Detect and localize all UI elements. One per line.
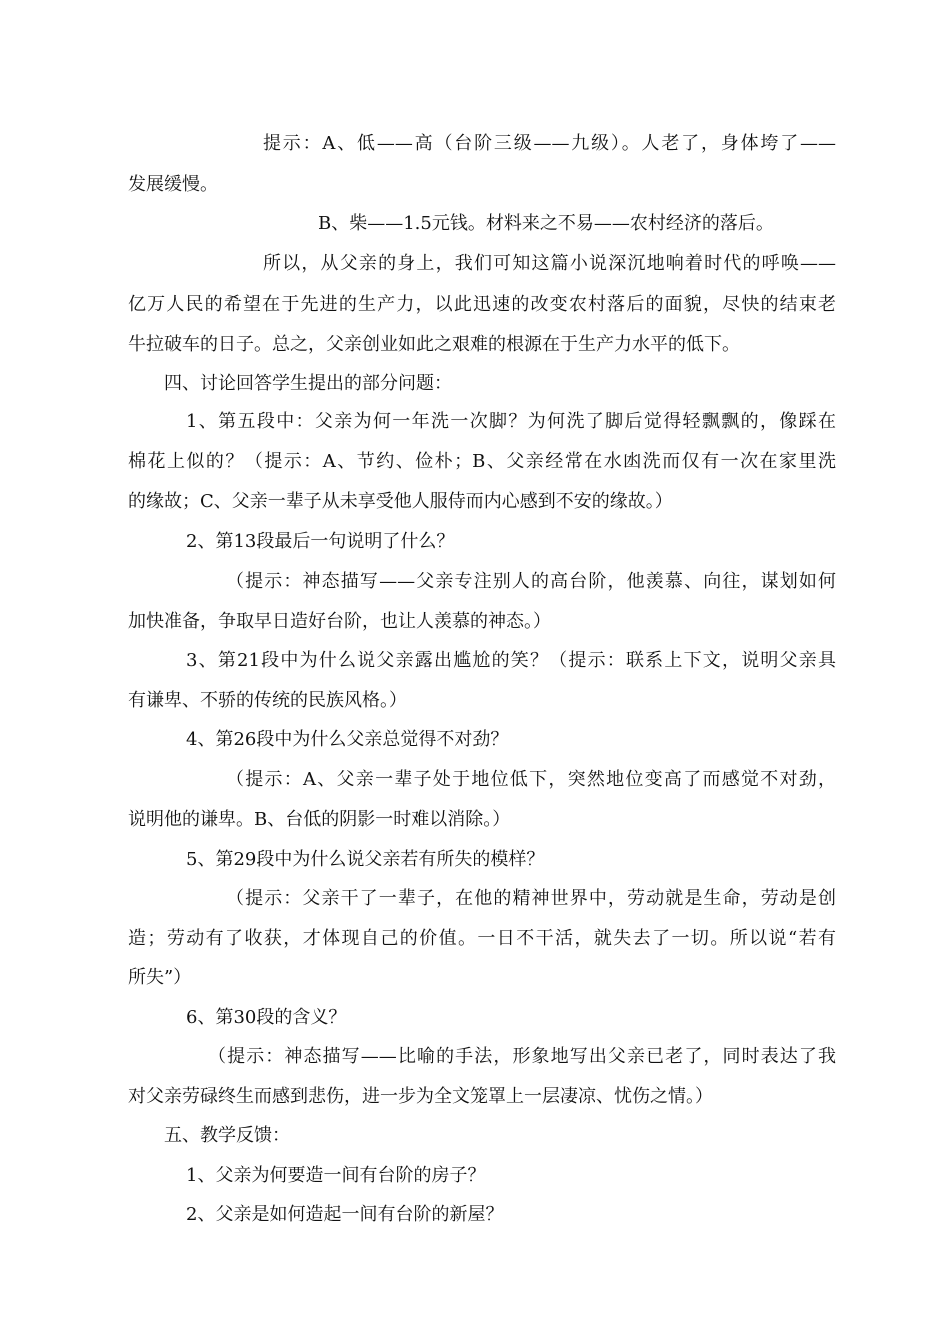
question-line: 1、第五段中：父亲为何一年洗一次脚？为何洗了脚后觉得轻飘飘的，像踩在 xyxy=(186,411,836,432)
hint-line: （提示：神态描写——比喻的手法，形象地写出父亲已老了，同时表达了我 xyxy=(208,1046,836,1067)
hint-line: （提示：父亲干了一辈子，在他的精神世界中，劳动就是生命，劳动是创 xyxy=(226,888,836,909)
paragraph-line: 所以，从父亲的身上，我们可知这篇小说深沉地响着时代的呼唤—— xyxy=(263,253,836,274)
question-line: 4、第26段中为什么父亲总觉得不对劲？ xyxy=(186,729,509,750)
question-line: 3、第21段中为什么说父亲露出尴尬的笑？（提示：联系上下文，说明父亲具 xyxy=(186,650,836,671)
paragraph-line: 棉花上似的？（提示：A、节约、俭朴；B、父亲经常在水凼洗而仅有一次在家里洗 xyxy=(128,451,836,472)
paragraph-line: 发展缓慢。 xyxy=(128,174,218,195)
question-line: 6、第30段的含义？ xyxy=(186,1007,347,1028)
paragraph-line: 牛拉破车的日子。总之，父亲创业如此之艰难的根源在于生产力水平的低下。 xyxy=(128,334,740,355)
question-line: 5、第29段中为什么说父亲若有所失的模样？ xyxy=(186,849,545,870)
paragraph-line: 对父亲劳碌终生而感到悲伤，进一步为全文笼罩上一层凄凉、忧伤之情。） xyxy=(128,1086,713,1107)
section-heading: 五、教学反馈： xyxy=(164,1125,290,1146)
paragraph-line: 加快准备，争取早日造好台阶，也让人羡慕的神态。） xyxy=(128,611,551,632)
question-line: 1、父亲为何要造一间有台阶的房子？ xyxy=(186,1165,486,1186)
paragraph-line: 有谦卑、不骄的传统的民族风格。） xyxy=(128,690,407,711)
question-line: 2、第13段最后一句说明了什么？ xyxy=(186,531,455,552)
section-heading: 四、讨论回答学生提出的部分问题： xyxy=(164,373,452,394)
paragraph-line: 造；劳动有了收获，才体现自己的价值。一日不干活，就失去了一切。所以说“若有 xyxy=(128,928,836,949)
paragraph-line: 所失”） xyxy=(128,967,192,988)
hint-line: （提示：A、父亲一辈子处于地位低下，突然地位变高了而感觉不对劲， xyxy=(226,769,836,790)
paragraph-line: 的缘故；C、父亲一辈子从未享受他人服侍而内心感到不安的缘故。） xyxy=(128,491,673,512)
hint-line: （提示：神态描写——父亲专注别人的高台阶，他羡慕、向往，谋划如何 xyxy=(226,571,836,592)
paragraph-line: 亿万人民的希望在于先进的生产力，以此迅速的改变农村落后的面貌，尽快的结束老 xyxy=(128,294,836,315)
paragraph-line: 提示：A、低——高（台阶三级——九级）。人老了，身体垮了—— xyxy=(263,133,836,154)
paragraph-line: B、柴——1.5元钱。材料来之不易——农村经济的落后。 xyxy=(318,213,774,234)
paragraph-line: 说明他的谦卑。B、台低的阴影一时难以消除。） xyxy=(128,809,511,830)
question-line: 2、父亲是如何造起一间有台阶的新屋？ xyxy=(186,1204,504,1225)
